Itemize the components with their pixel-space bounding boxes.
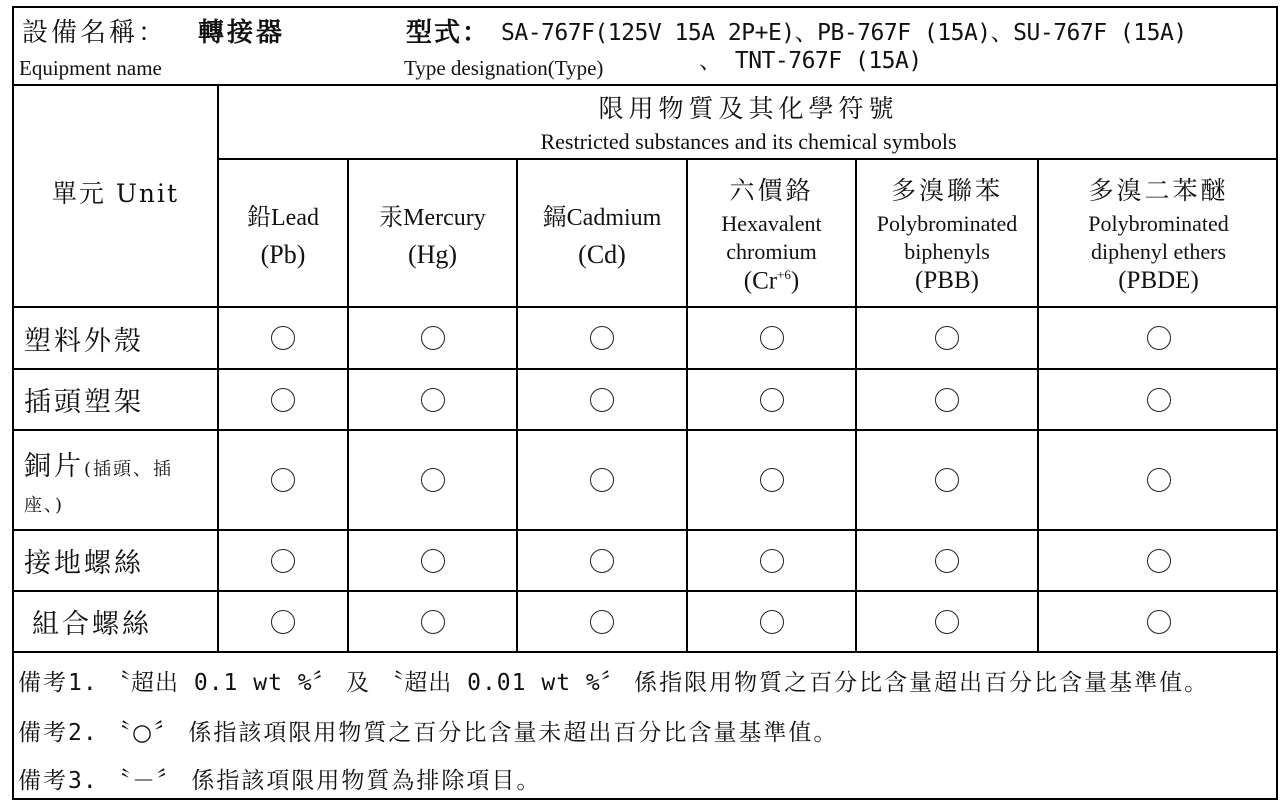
chromium-symbol-sup: +6 <box>777 266 791 282</box>
copper-label-main: 銅片 <box>24 450 84 482</box>
mark-cell <box>349 308 516 368</box>
mark-cell <box>688 592 855 651</box>
not-exceeded-circle-mark <box>421 326 445 350</box>
mark-cell <box>219 592 347 651</box>
not-exceeded-circle-mark <box>1147 468 1171 492</box>
mark-cell <box>518 308 686 368</box>
type-models-line1: SA-767F(125V 15A 2P+E)、PB-767F (15A)、SU-767F (15A) <box>501 20 1187 46</box>
equipment-name-value: 轉接器 <box>198 18 286 48</box>
mark-cell <box>518 431 686 529</box>
mark-cell <box>219 308 347 368</box>
not-exceeded-circle-mark <box>421 549 445 573</box>
mark-cell <box>349 531 516 590</box>
pbb-en1: Polybrominated <box>876 211 1018 236</box>
mark-cell <box>1039 431 1278 529</box>
not-exceeded-circle-mark <box>760 326 784 350</box>
not-exceeded-circle-mark <box>760 388 784 412</box>
not-exceeded-circle-mark <box>421 468 445 492</box>
not-exceeded-circle-mark <box>421 610 445 634</box>
chromium-symbol-base: (Cr <box>743 267 778 295</box>
mark-cell <box>688 370 855 429</box>
note-2-quote: 〝○〞 <box>107 720 180 746</box>
col-header-lead <box>219 160 347 306</box>
equipment-label-en: Equipment name <box>19 56 162 80</box>
mark-cell <box>688 308 855 368</box>
cadmium-name: 鎘Cadmium <box>542 204 662 231</box>
not-exceeded-circle-mark <box>935 468 959 492</box>
col-header-cadmium <box>518 160 686 306</box>
copper-label-sub1: (插頭、插 <box>84 458 174 480</box>
note-2-prefix: 備考 <box>18 720 68 746</box>
not-exceeded-circle-mark <box>935 326 959 350</box>
chromium-zh: 六價鉻 <box>729 175 814 205</box>
not-exceeded-circle-mark <box>935 388 959 412</box>
mark-cell <box>857 308 1037 368</box>
restricted-header-en: Restricted substances and its chemical symbols <box>540 129 957 154</box>
lead-symbol: (Pb) <box>260 239 306 269</box>
row-label-ground-screw: 接地螺絲 <box>24 548 144 579</box>
copper-label-sub2: 座、) <box>24 494 65 516</box>
col-header-pbde <box>1039 160 1278 306</box>
not-exceeded-circle-mark <box>1147 549 1171 573</box>
not-exceeded-circle-mark <box>935 549 959 573</box>
note-3-number: 3. <box>68 768 98 794</box>
unit-header-label: 單元 Unit <box>51 179 180 208</box>
not-exceeded-circle-mark <box>1147 388 1171 412</box>
chromium-symbol <box>744 267 800 295</box>
note-1-and: 及 <box>345 670 371 696</box>
mark-cell <box>219 531 347 590</box>
mark-cell <box>219 370 347 429</box>
mark-cell <box>1039 531 1278 590</box>
not-exceeded-circle-mark <box>590 549 614 573</box>
not-exceeded-circle-mark <box>421 388 445 412</box>
mark-cell <box>688 431 855 529</box>
not-exceeded-circle-mark <box>271 610 295 634</box>
mercury-name: 汞Mercury <box>379 204 486 231</box>
mark-cell <box>1039 370 1278 429</box>
not-exceeded-circle-mark <box>760 610 784 634</box>
not-exceeded-circle-mark <box>760 468 784 492</box>
mark-cell <box>349 431 516 529</box>
pbb-en2: biphenyls <box>904 239 990 264</box>
pbde-en1: Polybrominated <box>1088 211 1229 236</box>
note-1-quote-1: 〝超出 0.1 wt %〞 <box>107 670 337 696</box>
restricted-header-zh: 限用物質及其化學符號 <box>598 94 899 123</box>
cadmium-symbol: (Cd) <box>578 239 626 269</box>
chromium-en2: chromium <box>726 238 817 264</box>
note-1 <box>18 664 1209 697</box>
not-exceeded-circle-mark <box>590 326 614 350</box>
type-models-line2: 、 TNT-767F (15A) <box>699 48 922 74</box>
mark-cell <box>518 592 686 651</box>
not-exceeded-circle-mark <box>590 468 614 492</box>
mark-cell <box>857 592 1037 651</box>
note-3-text: 係指該項限用物質為排除項目。 <box>191 768 542 794</box>
chromium-en1: Hexavalent <box>721 210 822 236</box>
pbde-zh: 多溴二苯醚 <box>1088 176 1229 205</box>
note-1-number: 1. <box>68 670 98 696</box>
note-1-text: 係指限用物質之百分比含量超出百分比含量基準值。 <box>634 670 1210 696</box>
equipment-label-zh: 設備名稱： <box>22 18 168 48</box>
row-label-plastic-housing: 塑料外殼 <box>24 325 144 357</box>
note-2 <box>18 714 838 747</box>
mark-cell <box>1039 592 1278 651</box>
chromium-symbol-end: ) <box>790 267 800 295</box>
unit-header-cell <box>14 86 217 306</box>
note-3-prefix: 備考 <box>18 768 68 794</box>
row-label-copper-strip <box>14 431 217 529</box>
mark-cell <box>857 431 1037 529</box>
table-bottom-divider <box>14 651 1276 653</box>
mercury-symbol: (Hg) <box>407 239 458 269</box>
pbb-symbol: (PBB) <box>915 267 979 294</box>
mark-cell <box>219 431 347 529</box>
note-3-quote: 〝－〞 <box>107 768 183 794</box>
mark-cell <box>1039 308 1278 368</box>
note-1-prefix: 備考 <box>18 670 68 696</box>
note-2-number: 2. <box>68 720 98 746</box>
col-header-mercury <box>349 160 516 306</box>
mark-cell <box>518 370 686 429</box>
not-exceeded-circle-mark <box>590 388 614 412</box>
mark-cell <box>349 592 516 651</box>
not-exceeded-circle-mark <box>760 549 784 573</box>
mark-cell <box>349 370 516 429</box>
type-label-zh: 型式： <box>406 18 491 48</box>
not-exceeded-circle-mark <box>935 610 959 634</box>
pbde-en2: diphenyl ethers <box>1090 239 1227 264</box>
not-exceeded-circle-mark <box>1147 326 1171 350</box>
pbb-zh: 多溴聯苯 <box>890 176 1003 205</box>
not-exceeded-circle-mark <box>271 468 295 492</box>
col-header-hexavalent-chromium <box>688 160 855 306</box>
not-exceeded-circle-mark <box>590 610 614 634</box>
not-exceeded-circle-mark <box>271 326 295 350</box>
rohs-declaration-table <box>12 6 1278 800</box>
pbde-symbol: (PBDE) <box>1118 267 1199 294</box>
lead-name: 鉛Lead <box>247 204 319 231</box>
restricted-substances-header <box>219 86 1278 158</box>
not-exceeded-circle-mark <box>271 388 295 412</box>
mark-cell <box>518 531 686 590</box>
row-label-plug-holder: 插頭塑架 <box>24 387 144 418</box>
not-exceeded-circle-mark <box>271 549 295 573</box>
not-exceeded-circle-mark <box>1147 610 1171 634</box>
mark-cell <box>857 531 1037 590</box>
note-3 <box>18 762 541 795</box>
note-2-text: 係指該項限用物質之百分比含量未超出百分比含量基準值。 <box>188 720 839 746</box>
mark-cell <box>857 370 1037 429</box>
mark-cell <box>688 531 855 590</box>
type-label-en: Type designation(Type) <box>404 56 604 80</box>
note-1-quote-2: 〝超出 0.01 wt %〞 <box>380 670 625 696</box>
col-header-pbb <box>857 160 1037 306</box>
row-label-assembly-screw: 組合螺絲 <box>32 609 152 640</box>
